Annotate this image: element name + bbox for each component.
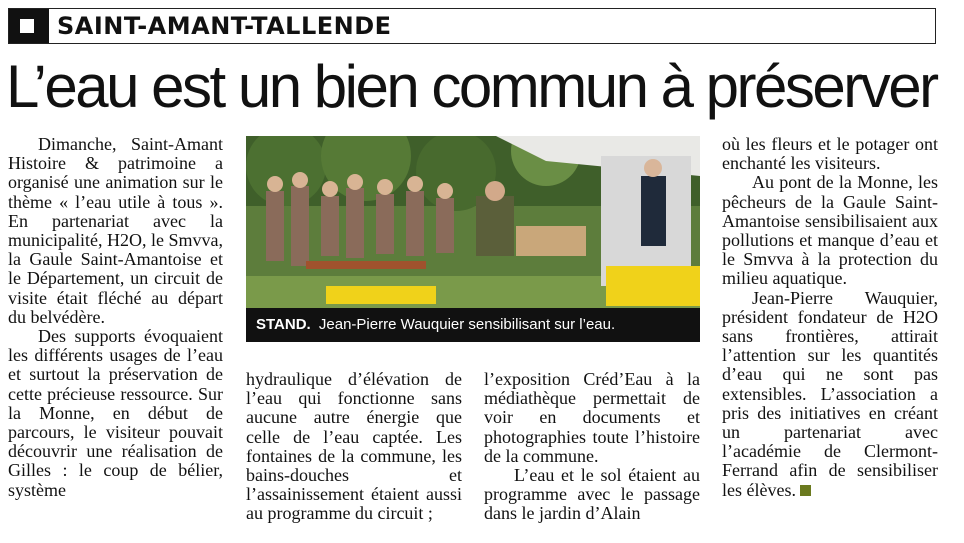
article-column-4 xyxy=(722,135,938,500)
paragraph: L’eau et le sol étaient au programme avec le passage dans le jardin d’Alain xyxy=(484,465,700,524)
article-column-3 xyxy=(484,370,700,524)
caption-text: Jean-Pierre Wauquier sensibilisant sur l’eau. xyxy=(318,316,616,333)
section-rubric xyxy=(8,8,936,44)
end-of-article-icon xyxy=(800,485,811,496)
paragraph: l’exposition Créd’Eau à la médiathèque permettait de voir en documents et photographies toute l’histoire de la commune. xyxy=(484,369,700,466)
paragraph: où les fleurs et le potager ont enchanté les visiteurs. xyxy=(722,134,938,174)
paragraph: Au pont de la Monne, les pêcheurs de la Gaule Saint-Amantoise sensibilisaient aux pollutions et manque d’eau et le Smvva à la protection du milieu aquatique. xyxy=(722,172,938,289)
paragraph: Des supports évoquaient les différents usages de l’eau et surtout la préservation de cette précieuse ressource. Sur la Monne, en début de parcours, le visiteur pouvait découvrir une réalisation de Gilles : le coup de bélier, système xyxy=(8,326,223,500)
rubric-label: SAINT-AMANT-TALLENDE xyxy=(57,12,392,40)
article-headline: L’eau est un bien commun à préserver xyxy=(6,53,937,120)
paragraph: Jean-Pierre Wauquier, président fondateur de H2O sans frontières, attirait l’attention sur les quantités d’eau qui ne sont pas extensibles. L’association a pris des initiatives en créant un partenariat avec l’académie de Clermont-Ferrand afin de sensibiliser les élèves. xyxy=(722,287,938,500)
article-column-2 xyxy=(246,370,462,524)
paragraph-last xyxy=(722,289,938,500)
paragraph: Dimanche, Saint-Amant Histoire & patrimoine a organisé une animation sur le thème « l’eau utile à tous ». En partenariat avec la municipalité, H2O, le Smvva, la Gaule Saint-Amantoise et le Département, un circuit de visite était fléché au départ du belvédère. xyxy=(8,134,223,327)
article-column-1 xyxy=(8,135,223,500)
photo-caption xyxy=(246,308,700,342)
rubric-square-icon xyxy=(9,9,49,43)
caption-lead: STAND. xyxy=(256,316,311,333)
paragraph: hydraulique d’élévation de l’eau qui fonctionne sans aucune autre énergie que celle de l’eau captée. Les fontaines de la commune, les bains-douches et l’assainissement étaient aussi au programme du circuit ; xyxy=(246,369,462,524)
